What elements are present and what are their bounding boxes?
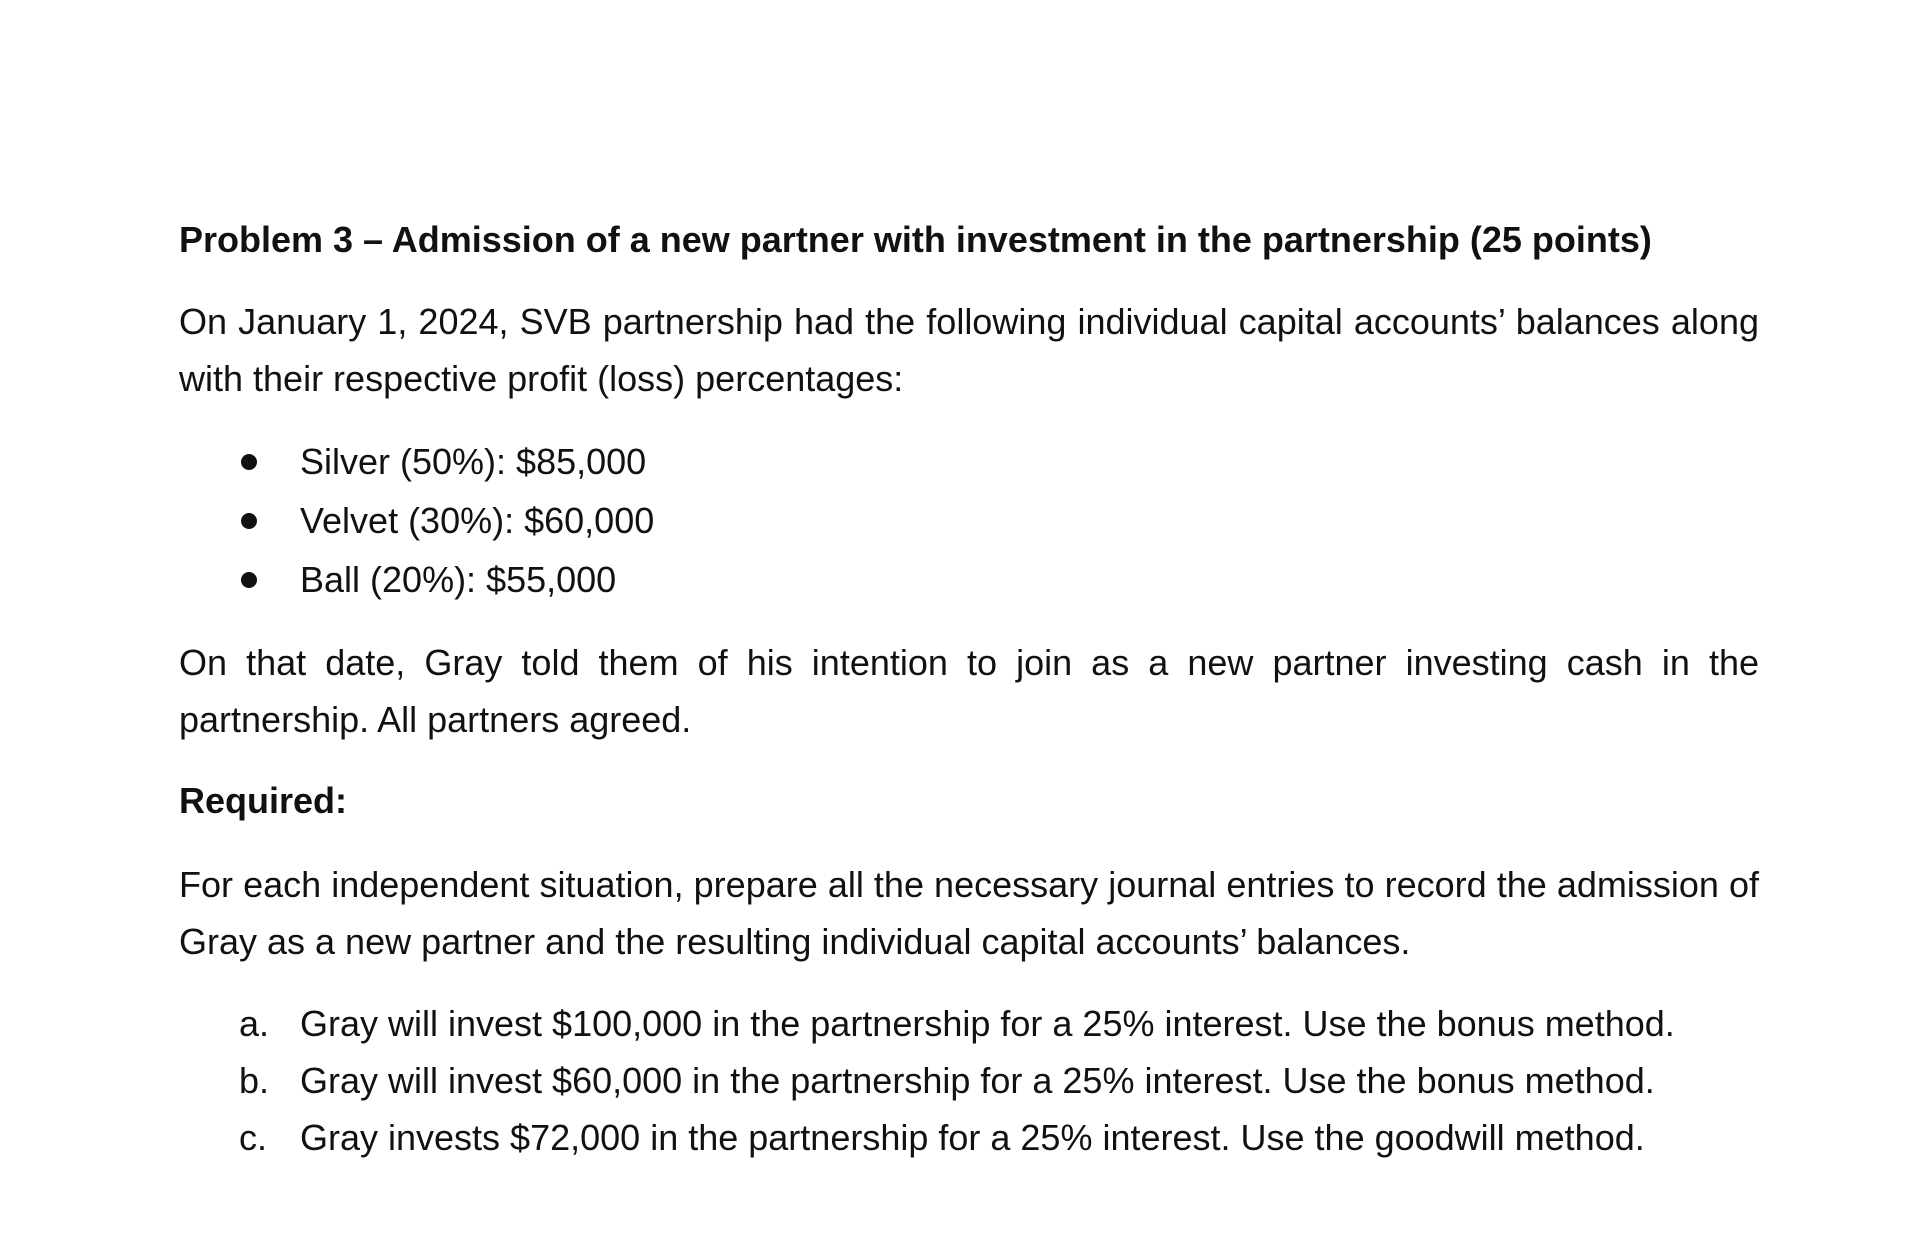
case-text: Gray will invest $100,000 in the partnership for a 25% interest. Use the bonus method. — [300, 1003, 1675, 1044]
list-item — [179, 550, 1759, 609]
bullet-icon — [241, 513, 257, 529]
list-item — [179, 995, 1759, 1052]
problem-heading: Problem 3 – Admission of a new partner with investment in the partnership (25 points) — [179, 219, 1652, 260]
situation-paragraph: On that date, Gray told them of his intention to join as a new partner investing cash in the partnership. All partners agreed. — [179, 642, 1759, 740]
list-item — [179, 491, 1759, 550]
case-letter: b. — [239, 1060, 270, 1101]
case-letter: c. — [239, 1117, 268, 1158]
partner-balance: Silver (50%): $85,000 — [300, 441, 647, 482]
list-item — [179, 432, 1759, 491]
case-letter: a. — [239, 1003, 270, 1044]
case-text: Gray invests $72,000 in the partnership for a 25% interest. Use the goodwill method. — [300, 1117, 1645, 1158]
intro-paragraph: On January 1, 2024, SVB partnership had the following individual capital accounts’ balances along with their respective profit (loss) percentages: — [179, 301, 1759, 399]
partner-balance: Velvet (30%): $60,000 — [300, 500, 655, 541]
partner-balance: Ball (20%): $55,000 — [300, 559, 617, 600]
bullet-icon — [241, 454, 257, 470]
instructions-paragraph: For each independent situation, prepare all the necessary journal entries to record the admission of Gray as a new partner and the resulting individual capital accounts’ balances. — [179, 864, 1759, 962]
case-list — [179, 995, 1759, 1166]
required-label: Required: — [179, 780, 348, 821]
list-item — [179, 1109, 1759, 1166]
list-item — [179, 1052, 1759, 1109]
bullet-icon — [241, 572, 257, 588]
case-text: Gray will invest $60,000 in the partnership for a 25% interest. Use the bonus method. — [300, 1060, 1655, 1101]
partner-list — [179, 432, 1759, 609]
document-page — [179, 212, 1759, 1166]
